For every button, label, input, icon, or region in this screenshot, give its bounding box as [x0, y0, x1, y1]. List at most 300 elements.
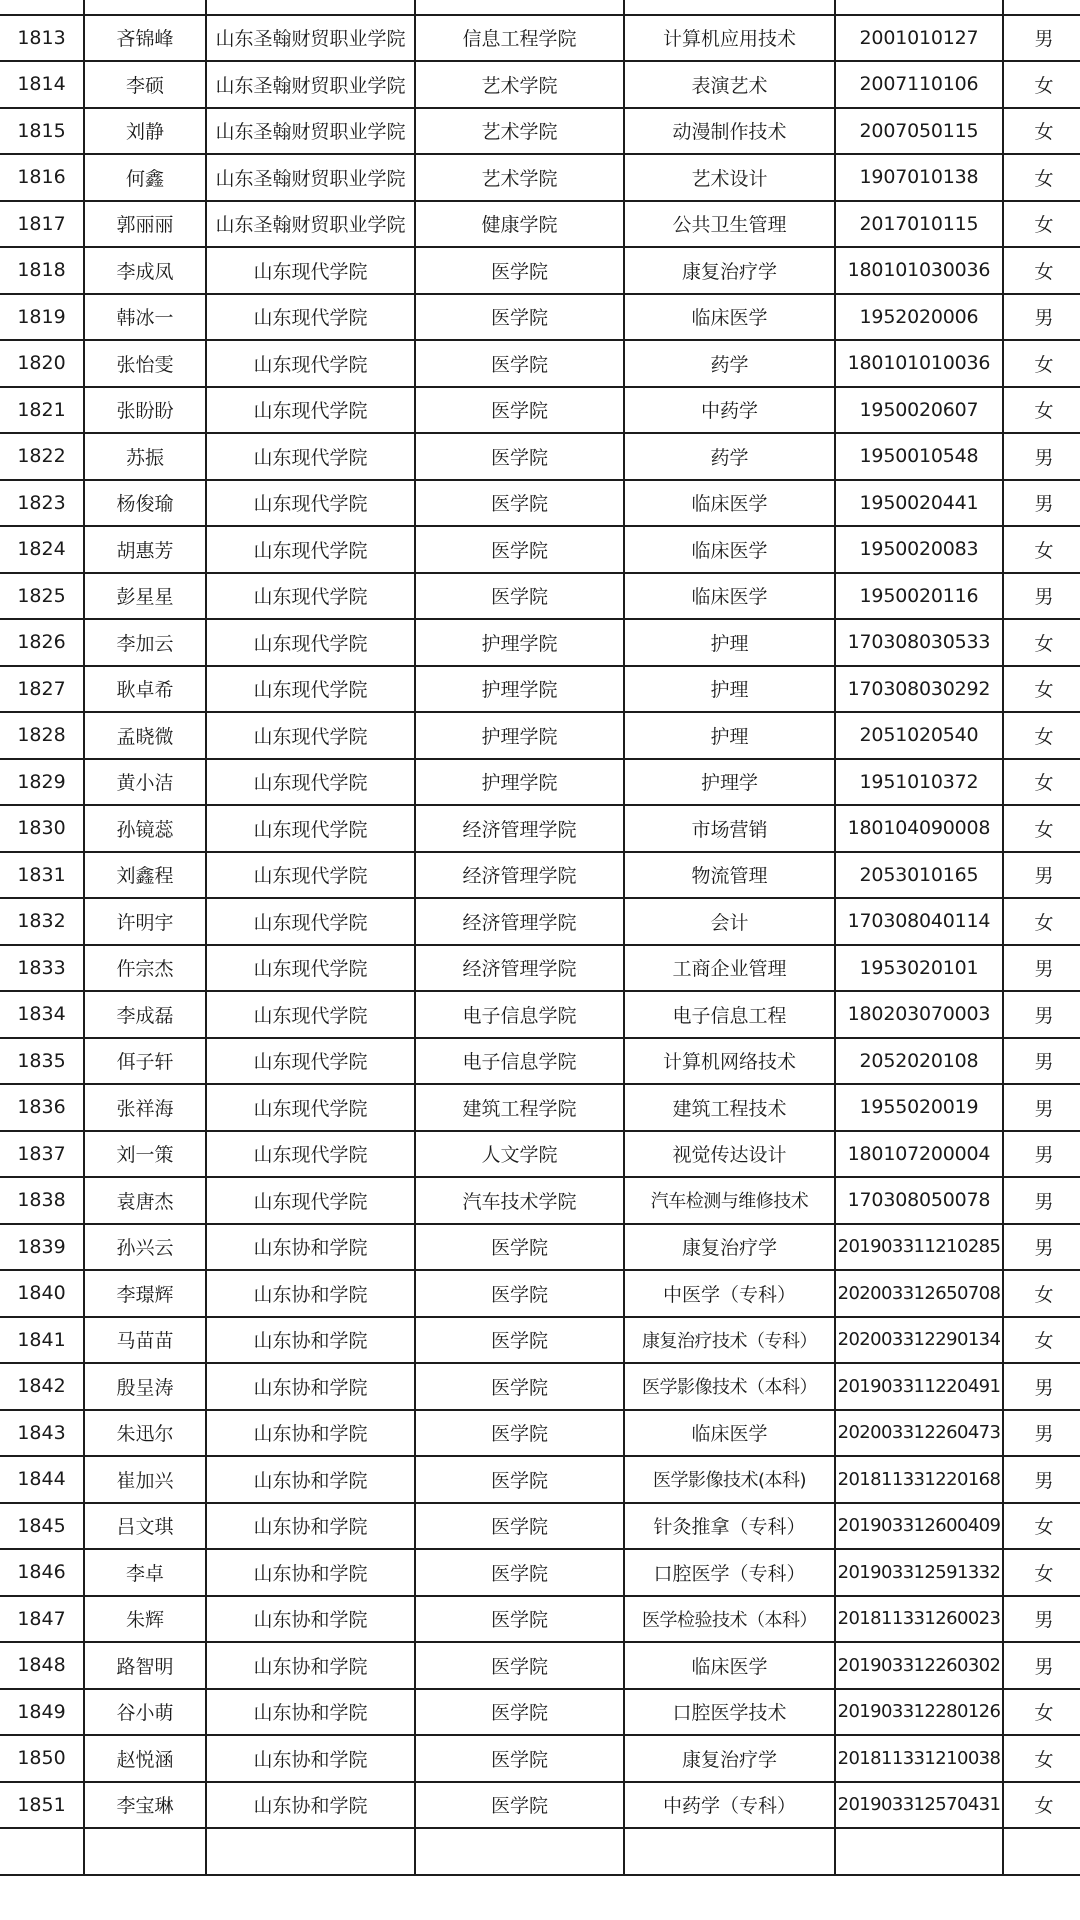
table-row [0, 1689, 1080, 1736]
college-cell: 建筑工程学院 [415, 1084, 624, 1131]
gender-cell: 男 [1003, 1224, 1080, 1271]
table-row [0, 1224, 1080, 1271]
row-number-cell: 1824 [0, 526, 84, 573]
college-cell: 经济管理学院 [415, 898, 624, 945]
gender-cell: 男 [1003, 1038, 1080, 1085]
row-number-cell: 1818 [0, 247, 84, 294]
major-cell: 电子信息工程 [624, 991, 835, 1038]
table-row [0, 201, 1080, 248]
college-cell: 护理学院 [415, 619, 624, 666]
student-name-cell: 胡惠芳 [84, 526, 206, 573]
table-row [0, 1549, 1080, 1596]
student-id-cell [835, 1828, 1003, 1875]
major-cell: 临床医学 [624, 573, 835, 620]
row-number-cell: 1837 [0, 1131, 84, 1178]
major-cell: 动漫制作技术 [624, 108, 835, 155]
student-id-cell: 1950020083 [835, 526, 1003, 573]
gender-cell: 女 [1003, 1317, 1080, 1364]
student-name-cell: 刘鑫程 [84, 852, 206, 899]
student-id-cell: 1951010372 [835, 759, 1003, 806]
gender-cell: 女 [1003, 1689, 1080, 1736]
student-name-cell: 彭星星 [84, 573, 206, 620]
college-cell: 艺术学院 [415, 61, 624, 108]
major-cell: 口腔医学（专科） [624, 1549, 835, 1596]
row-number-cell: 1835 [0, 1038, 84, 1085]
student-id-cell: 201903312600409 [835, 1503, 1003, 1550]
gender-cell: 女 [1003, 805, 1080, 852]
row-number-cell: 1839 [0, 1224, 84, 1271]
gender-cell: 女 [1003, 1782, 1080, 1829]
table-row [0, 0, 1080, 15]
row-number-cell: 1827 [0, 666, 84, 713]
gender-cell: 男 [1003, 15, 1080, 62]
student-name-cell: 路智明 [84, 1642, 206, 1689]
gender-cell: 女 [1003, 712, 1080, 759]
gender-cell: 男 [1003, 294, 1080, 341]
gender-cell: 女 [1003, 666, 1080, 713]
college-cell: 医学院 [415, 573, 624, 620]
row-number-cell: 1816 [0, 154, 84, 201]
student-name-cell: 张怡雯 [84, 340, 206, 387]
school-cell: 山东现代学院 [206, 898, 415, 945]
college-cell: 人文学院 [415, 1131, 624, 1178]
college-cell: 医学院 [415, 526, 624, 573]
student-id-cell: 1952020006 [835, 294, 1003, 341]
student-id-cell: 201903311210285 [835, 1224, 1003, 1271]
table-row [0, 1363, 1080, 1410]
row-number-cell: 1821 [0, 387, 84, 434]
student-id-cell: 170308040114 [835, 898, 1003, 945]
college-cell: 护理学院 [415, 666, 624, 713]
major-cell: 临床医学 [624, 1642, 835, 1689]
table-row [0, 945, 1080, 992]
major-cell: 康复治疗学 [624, 1735, 835, 1782]
table-row [0, 573, 1080, 620]
row-number-cell: 1834 [0, 991, 84, 1038]
gender-cell: 女 [1003, 1549, 1080, 1596]
major-cell: 护理 [624, 712, 835, 759]
table-row [0, 387, 1080, 434]
college-cell: 医学院 [415, 1503, 624, 1550]
major-cell: 表演艺术 [624, 61, 835, 108]
major-cell: 中医学（专科） [624, 1270, 835, 1317]
table-row [0, 433, 1080, 480]
college-cell: 经济管理学院 [415, 805, 624, 852]
student-name-cell: 杨俊瑜 [84, 480, 206, 527]
student-id-cell: 201903312591332 [835, 1549, 1003, 1596]
row-number-cell: 1848 [0, 1642, 84, 1689]
school-cell: 山东协和学院 [206, 1224, 415, 1271]
school-cell: 山东现代学院 [206, 294, 415, 341]
school-cell: 山东现代学院 [206, 805, 415, 852]
table-row [0, 1177, 1080, 1224]
student-id-cell: 1950020441 [835, 480, 1003, 527]
gender-cell: 女 [1003, 387, 1080, 434]
major-cell: 康复治疗技术（专科） [624, 1317, 835, 1364]
student-name-cell: 韩冰一 [84, 294, 206, 341]
major-cell: 康复治疗学 [624, 247, 835, 294]
college-cell: 医学院 [415, 1456, 624, 1503]
student-id-cell: 201903311220491 [835, 1363, 1003, 1410]
school-cell: 山东圣翰财贸职业学院 [206, 201, 415, 248]
school-cell: 山东圣翰财贸职业学院 [206, 154, 415, 201]
student-id-cell: 201903312570431 [835, 1782, 1003, 1829]
student-id-cell: 2053010165 [835, 852, 1003, 899]
student-id-cell: 1950010548 [835, 433, 1003, 480]
row-number-cell: 1822 [0, 433, 84, 480]
college-cell: 医学院 [415, 340, 624, 387]
row-number-cell: 1849 [0, 1689, 84, 1736]
gender-cell: 男 [1003, 852, 1080, 899]
school-cell: 山东协和学院 [206, 1782, 415, 1829]
college-cell: 医学院 [415, 1689, 624, 1736]
gender-cell: 男 [1003, 1177, 1080, 1224]
student-name-cell: 李璟辉 [84, 1270, 206, 1317]
table-row [0, 1503, 1080, 1550]
table-row [0, 1782, 1080, 1829]
college-cell: 医学院 [415, 1270, 624, 1317]
student-id-cell: 2052020108 [835, 1038, 1003, 1085]
major-cell: 计算机应用技术 [624, 15, 835, 62]
table-row [0, 712, 1080, 759]
gender-cell: 男 [1003, 1456, 1080, 1503]
row-number-cell: 1831 [0, 852, 84, 899]
student-id-cell: 202003312290134 [835, 1317, 1003, 1364]
row-number-cell [0, 1828, 84, 1875]
table-row [0, 805, 1080, 852]
student-name-cell: 许明宇 [84, 898, 206, 945]
table-row [0, 108, 1080, 155]
school-cell: 山东圣翰财贸职业学院 [206, 61, 415, 108]
major-cell: 临床医学 [624, 1410, 835, 1457]
college-cell: 汽车技术学院 [415, 1177, 624, 1224]
college-cell: 护理学院 [415, 759, 624, 806]
student-id-cell: 1955020019 [835, 1084, 1003, 1131]
school-cell: 山东现代学院 [206, 666, 415, 713]
student-name-cell: 朱辉 [84, 1596, 206, 1643]
student-name-cell: 黄小洁 [84, 759, 206, 806]
student-id-cell: 2017010115 [835, 201, 1003, 248]
major-cell: 会计 [624, 898, 835, 945]
row-number-cell: 1832 [0, 898, 84, 945]
gender-cell: 男 [1003, 991, 1080, 1038]
student-id-cell: 180101010036 [835, 340, 1003, 387]
gender-cell: 男 [1003, 480, 1080, 527]
college-cell: 健康学院 [415, 201, 624, 248]
school-cell: 山东现代学院 [206, 480, 415, 527]
student-id-cell: 180101030036 [835, 247, 1003, 294]
student-name-cell: 李卓 [84, 1549, 206, 1596]
college-cell: 医学院 [415, 294, 624, 341]
school-cell: 山东现代学院 [206, 526, 415, 573]
gender-cell: 女 [1003, 340, 1080, 387]
row-number-cell [0, 0, 84, 15]
college-cell: 医学院 [415, 1363, 624, 1410]
school-cell: 山东协和学院 [206, 1456, 415, 1503]
student-name-cell: 吕文琪 [84, 1503, 206, 1550]
table-row [0, 1828, 1080, 1875]
school-cell: 山东协和学院 [206, 1689, 415, 1736]
major-cell [624, 0, 835, 15]
student-id-cell [835, 0, 1003, 15]
student-id-cell: 202003312650708 [835, 1270, 1003, 1317]
student-id-cell: 2007110106 [835, 61, 1003, 108]
major-cell: 公共卫生管理 [624, 201, 835, 248]
row-number-cell: 1847 [0, 1596, 84, 1643]
major-cell: 医学影像技术（本科） [624, 1363, 835, 1410]
row-number-cell: 1846 [0, 1549, 84, 1596]
table-row [0, 852, 1080, 899]
gender-cell: 女 [1003, 1270, 1080, 1317]
major-cell: 康复治疗学 [624, 1224, 835, 1271]
school-cell: 山东现代学院 [206, 247, 415, 294]
student-id-cell: 170308030292 [835, 666, 1003, 713]
student-id-cell: 1907010138 [835, 154, 1003, 201]
student-name-cell: 李宝琳 [84, 1782, 206, 1829]
student-name-cell: 朱迅尔 [84, 1410, 206, 1457]
table-row [0, 1642, 1080, 1689]
student-id-cell: 180203070003 [835, 991, 1003, 1038]
student-name-cell: 佴子轩 [84, 1038, 206, 1085]
table-row [0, 1038, 1080, 1085]
table-row [0, 61, 1080, 108]
gender-cell: 女 [1003, 759, 1080, 806]
college-cell: 医学院 [415, 387, 624, 434]
major-cell: 临床医学 [624, 480, 835, 527]
major-cell: 工商企业管理 [624, 945, 835, 992]
major-cell: 视觉传达设计 [624, 1131, 835, 1178]
row-number-cell: 1842 [0, 1363, 84, 1410]
table-row [0, 898, 1080, 945]
college-cell: 医学院 [415, 1596, 624, 1643]
college-cell: 医学院 [415, 480, 624, 527]
row-number-cell: 1828 [0, 712, 84, 759]
student-name-cell: 马苗苗 [84, 1317, 206, 1364]
student-id-cell: 170308050078 [835, 1177, 1003, 1224]
gender-cell: 女 [1003, 1735, 1080, 1782]
school-cell: 山东协和学院 [206, 1642, 415, 1689]
major-cell: 医学检验技术（本科） [624, 1596, 835, 1643]
major-cell: 临床医学 [624, 526, 835, 573]
student-name-cell: 吝锦峰 [84, 15, 206, 62]
major-cell: 临床医学 [624, 294, 835, 341]
row-number-cell: 1844 [0, 1456, 84, 1503]
school-cell: 山东现代学院 [206, 1177, 415, 1224]
student-name-cell: 孙镜蕊 [84, 805, 206, 852]
row-number-cell: 1814 [0, 61, 84, 108]
school-cell: 山东协和学院 [206, 1363, 415, 1410]
school-cell: 山东现代学院 [206, 759, 415, 806]
table-row [0, 1410, 1080, 1457]
student-name-cell: 郭丽丽 [84, 201, 206, 248]
major-cell: 护理 [624, 666, 835, 713]
row-number-cell: 1829 [0, 759, 84, 806]
row-number-cell: 1813 [0, 15, 84, 62]
student-name-cell: 李加云 [84, 619, 206, 666]
table-row [0, 1084, 1080, 1131]
table-row [0, 15, 1080, 62]
school-cell: 山东现代学院 [206, 433, 415, 480]
row-number-cell: 1841 [0, 1317, 84, 1364]
major-cell: 护理学 [624, 759, 835, 806]
college-cell: 医学院 [415, 1642, 624, 1689]
student-id-cell: 202003312260473 [835, 1410, 1003, 1457]
table-row [0, 247, 1080, 294]
row-number-cell: 1819 [0, 294, 84, 341]
school-cell: 山东现代学院 [206, 991, 415, 1038]
table-row [0, 991, 1080, 1038]
student-id-cell: 201811331220168 [835, 1456, 1003, 1503]
college-cell: 医学院 [415, 247, 624, 294]
student-name-cell: 袁唐杰 [84, 1177, 206, 1224]
student-name-cell: 仵宗杰 [84, 945, 206, 992]
row-number-cell: 1830 [0, 805, 84, 852]
college-cell: 医学院 [415, 1410, 624, 1457]
college-cell: 经济管理学院 [415, 945, 624, 992]
school-cell: 山东现代学院 [206, 340, 415, 387]
student-name-cell: 谷小萌 [84, 1689, 206, 1736]
student-name-cell: 何鑫 [84, 154, 206, 201]
student-id-cell: 201903312260302 [835, 1642, 1003, 1689]
school-cell: 山东现代学院 [206, 1038, 415, 1085]
college-cell: 医学院 [415, 1224, 624, 1271]
table-row [0, 1735, 1080, 1782]
college-cell: 医学院 [415, 433, 624, 480]
school-cell: 山东现代学院 [206, 387, 415, 434]
student-name-cell: 孙兴云 [84, 1224, 206, 1271]
major-cell: 物流管理 [624, 852, 835, 899]
row-number-cell: 1823 [0, 480, 84, 527]
table-row [0, 1131, 1080, 1178]
gender-cell [1003, 0, 1080, 15]
table-row [0, 619, 1080, 666]
table-row [0, 480, 1080, 527]
student-id-cell: 1950020116 [835, 573, 1003, 620]
gender-cell: 男 [1003, 433, 1080, 480]
college-cell: 艺术学院 [415, 108, 624, 155]
college-cell: 电子信息学院 [415, 991, 624, 1038]
row-number-cell: 1836 [0, 1084, 84, 1131]
major-cell: 护理 [624, 619, 835, 666]
student-name-cell: 李硕 [84, 61, 206, 108]
row-number-cell: 1833 [0, 945, 84, 992]
student-name-cell: 刘一策 [84, 1131, 206, 1178]
school-cell: 山东现代学院 [206, 945, 415, 992]
major-cell: 药学 [624, 433, 835, 480]
gender-cell: 女 [1003, 61, 1080, 108]
major-cell: 艺术设计 [624, 154, 835, 201]
gender-cell: 男 [1003, 1084, 1080, 1131]
college-cell: 信息工程学院 [415, 15, 624, 62]
student-id-cell: 1953020101 [835, 945, 1003, 992]
student-name-cell [84, 0, 206, 15]
college-cell: 经济管理学院 [415, 852, 624, 899]
gender-cell: 男 [1003, 573, 1080, 620]
major-cell: 中药学（专科） [624, 1782, 835, 1829]
school-cell: 山东协和学院 [206, 1596, 415, 1643]
gender-cell: 女 [1003, 201, 1080, 248]
major-cell [624, 1828, 835, 1875]
college-cell [415, 1828, 624, 1875]
student-name-cell: 崔加兴 [84, 1456, 206, 1503]
college-cell: 电子信息学院 [415, 1038, 624, 1085]
row-number-cell: 1815 [0, 108, 84, 155]
school-cell: 山东现代学院 [206, 852, 415, 899]
table-row [0, 1270, 1080, 1317]
school-cell: 山东协和学院 [206, 1270, 415, 1317]
student-id-cell: 170308030533 [835, 619, 1003, 666]
student-name-cell: 李成磊 [84, 991, 206, 1038]
table-row [0, 340, 1080, 387]
row-number-cell: 1850 [0, 1735, 84, 1782]
gender-cell: 女 [1003, 154, 1080, 201]
row-number-cell: 1820 [0, 340, 84, 387]
table-row [0, 154, 1080, 201]
college-cell [415, 0, 624, 15]
student-id-cell: 1950020607 [835, 387, 1003, 434]
row-number-cell: 1838 [0, 1177, 84, 1224]
major-cell: 针灸推拿（专科） [624, 1503, 835, 1550]
college-cell: 医学院 [415, 1317, 624, 1364]
table-row [0, 759, 1080, 806]
student-id-cell: 2051020540 [835, 712, 1003, 759]
school-cell: 山东协和学院 [206, 1549, 415, 1596]
student-id-cell: 201811331210038 [835, 1735, 1003, 1782]
gender-cell: 女 [1003, 526, 1080, 573]
gender-cell: 男 [1003, 1363, 1080, 1410]
gender-cell: 男 [1003, 945, 1080, 992]
school-cell [206, 1828, 415, 1875]
student-name-cell: 孟晓微 [84, 712, 206, 759]
gender-cell: 女 [1003, 247, 1080, 294]
school-cell: 山东协和学院 [206, 1317, 415, 1364]
gender-cell: 女 [1003, 898, 1080, 945]
table-row [0, 526, 1080, 573]
student-id-cell: 2007050115 [835, 108, 1003, 155]
student-name-cell: 李成凤 [84, 247, 206, 294]
table-row [0, 1596, 1080, 1643]
table-row [0, 1456, 1080, 1503]
gender-cell: 女 [1003, 1503, 1080, 1550]
major-cell: 计算机网络技术 [624, 1038, 835, 1085]
row-number-cell: 1851 [0, 1782, 84, 1829]
row-number-cell: 1840 [0, 1270, 84, 1317]
school-cell: 山东现代学院 [206, 1084, 415, 1131]
school-cell: 山东协和学院 [206, 1735, 415, 1782]
gender-cell: 男 [1003, 1131, 1080, 1178]
gender-cell: 男 [1003, 1410, 1080, 1457]
row-number-cell: 1817 [0, 201, 84, 248]
school-cell: 山东现代学院 [206, 619, 415, 666]
student-name-cell: 张盼盼 [84, 387, 206, 434]
student-name-cell: 苏振 [84, 433, 206, 480]
student-name-cell: 耿卓希 [84, 666, 206, 713]
student-id-cell: 180104090008 [835, 805, 1003, 852]
school-cell: 山东圣翰财贸职业学院 [206, 108, 415, 155]
student-id-cell: 201811331260023 [835, 1596, 1003, 1643]
major-cell: 口腔医学技术 [624, 1689, 835, 1736]
student-id-cell: 180107200004 [835, 1131, 1003, 1178]
major-cell: 中药学 [624, 387, 835, 434]
table-row [0, 294, 1080, 341]
student-name-cell: 赵悦涵 [84, 1735, 206, 1782]
student-name-cell: 刘静 [84, 108, 206, 155]
college-cell: 艺术学院 [415, 154, 624, 201]
school-cell [206, 0, 415, 15]
gender-cell [1003, 1828, 1080, 1875]
row-number-cell: 1825 [0, 573, 84, 620]
table-row [0, 1317, 1080, 1364]
